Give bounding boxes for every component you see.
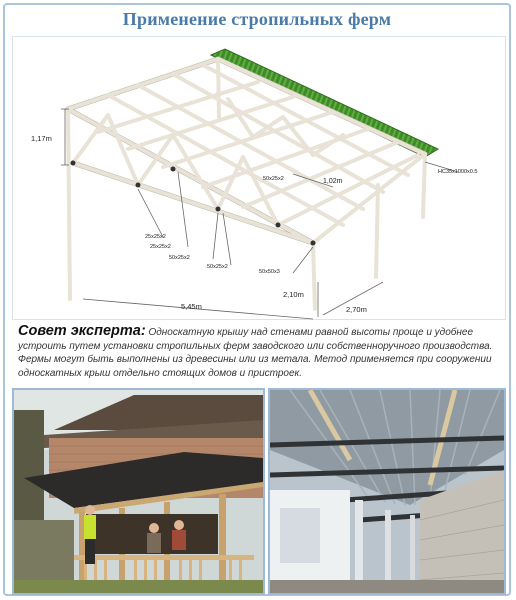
truss-diagram <box>12 36 506 320</box>
post-height-label: 2,10m <box>283 290 304 299</box>
span-width-label: 2,70m <box>346 305 367 314</box>
veranda-photo <box>12 388 265 595</box>
member-label-1: 50x25x2 <box>263 176 284 182</box>
span-length-label: 5,45m <box>181 302 202 311</box>
height-left-label: 1,17m <box>31 134 52 143</box>
sheet-spec-label: HC35x1000x0.5 <box>438 169 478 175</box>
advice-heading: Совет эксперта: <box>18 323 146 339</box>
member-label-4: 50x25x2 <box>169 255 190 261</box>
infographic-panel <box>3 3 511 596</box>
member-label-6: 50x50x3 <box>259 269 280 275</box>
veranda-photo-image <box>14 390 263 593</box>
expert-advice <box>18 325 508 380</box>
height-right-label: 1,02m <box>323 178 343 185</box>
advice-text: Односкатную крышу над стенами равной высоты проще и удобнее устроить путем установки стропильных ферм заводского или собственноручного производства. Фермы могут быть выполнены из древесины или из метала. Метод применяется при сооружении односкатных крыш отдельно стоящих домов и пристроек. <box>18 327 493 379</box>
member-label-2: 25x25x2 <box>145 234 166 240</box>
member-label-5: 50x25x2 <box>207 264 228 270</box>
canopy-photo <box>268 388 506 595</box>
frame <box>68 59 425 309</box>
truss-diagram-drawing <box>13 37 507 321</box>
member-label-3: 25x25x2 <box>150 244 171 250</box>
page-title: Применение стропильных ферм <box>122 9 392 29</box>
canopy-photo-image <box>270 390 504 593</box>
